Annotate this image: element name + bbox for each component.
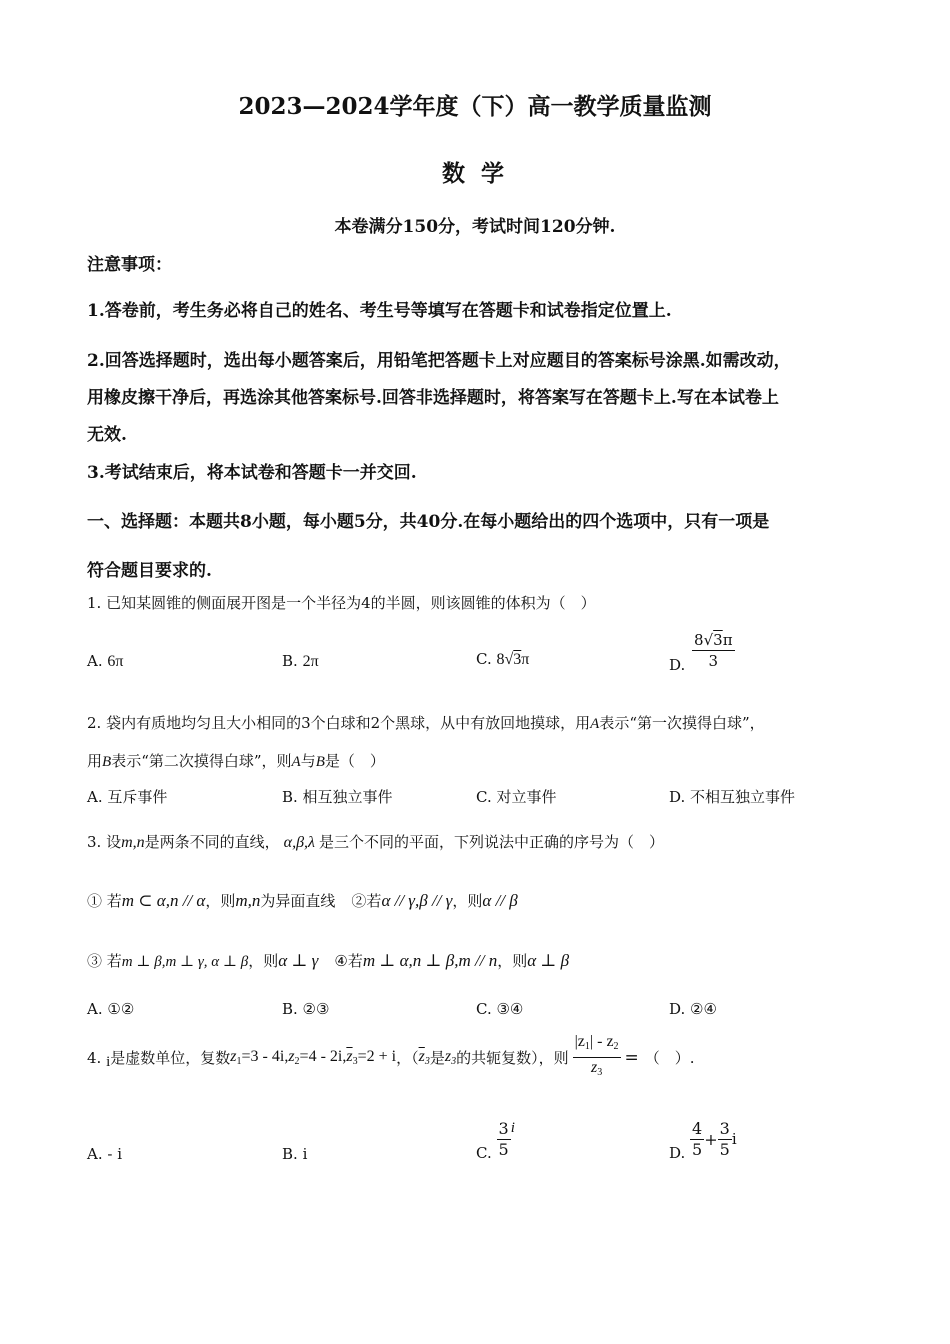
q4-den-z: z — [590, 1059, 598, 1076]
q2-var-b-2: B — [315, 754, 325, 770]
q4-paren-open: ，（ — [396, 1049, 419, 1067]
notice-item-2-line-2: 用橡皮擦干净后，再选涂其他答案标号.回答非选择题时，将答案写在答题卡上.写在本试卷上 — [87, 388, 779, 408]
q1-option-d-numerator: 8√3π — [694, 630, 733, 649]
q4-num-b: | - z — [589, 1033, 614, 1050]
q4-conj-sub: 3 — [424, 1056, 430, 1067]
q1-option-d-denominator: 3 — [708, 651, 719, 670]
q4-option-c-label: C. — [476, 1144, 492, 1162]
q4-expression-numerator — [573, 1032, 621, 1058]
q1-option-c-value: 8√3π — [496, 651, 530, 668]
q4-option-d-denominator-2: 5 — [719, 1139, 730, 1159]
q3-statements-1-2 — [87, 890, 518, 911]
q1-option-b-value: 2π — [302, 653, 319, 670]
q3-stem-planes: α,β,λ — [283, 834, 315, 851]
q2-line-2-c: 与 — [300, 752, 316, 770]
notice-item-2-line-1: 2.回答选择题时，选出每小题答案后，用铅笔把答题卡上对应题目的答案标号涂黑.如需改动， — [87, 351, 791, 371]
q1-stem: 1. 已知某圆锥的侧面展开图是一个半径为4的半圆，则该圆锥的体积为（ ） — [87, 594, 596, 612]
q4-complex-defs — [230, 1048, 396, 1067]
q4-number: 4. — [87, 1048, 102, 1067]
section-1-heading-line-2: 符合题目要求的. — [87, 561, 212, 581]
q4-option-a-label: A. — [87, 1145, 103, 1163]
q4-option-d-numerator-2: 3 — [719, 1118, 730, 1138]
q1-option-b-label: B. — [282, 652, 298, 670]
q2-option-b: B. 相互独立事件 — [282, 788, 393, 806]
q1-option-a — [87, 652, 123, 671]
q2-option-d: D. 不相互独立事件 — [669, 788, 796, 806]
q3-s1-vars: m,n — [235, 891, 261, 910]
q1-option-c-pi: π — [521, 651, 530, 668]
q2-stem-line-1-text: 2. 袋内有质地均匀且大小相同的3个白球和2个黑球，从中有放回地摸球，用 — [87, 714, 591, 732]
q4-stem-a: 是虚数单位，复数 — [110, 1049, 231, 1067]
q4-equals: = — [624, 1047, 639, 1068]
notice-item-2-line-3: 无效. — [87, 425, 127, 445]
exam-info: 本卷满分150分，考试时间120分钟. — [334, 217, 616, 237]
q4-option-c-numerator: 3 — [498, 1118, 509, 1138]
q1-option-c-radicand: 3 — [513, 651, 522, 668]
q3-statements-3-4 — [87, 950, 569, 971]
q4-z2-value: =4 - 2i, — [299, 1048, 347, 1065]
q4-z3-ref — [445, 1048, 456, 1067]
notice-item-3: 3.考试结束后，将本试卷和答题卡一并交回. — [87, 463, 417, 483]
q3-s1-mid: ，则 — [205, 892, 236, 910]
q4-option-d-fraction-1 — [690, 1119, 704, 1160]
q3-s4-condition: m ⊥ α,n ⊥ β,m // n — [362, 951, 498, 970]
q2-line-2-a: 用 — [87, 752, 103, 770]
q2-option-c: C. 对立事件 — [476, 788, 557, 806]
q4-i-var: i — [106, 1054, 111, 1070]
q4-expression-fraction — [573, 1032, 621, 1083]
q1-option-c-coef: 8 — [496, 651, 505, 668]
q4-option-a — [87, 1145, 122, 1163]
q1-option-c-label: C. — [476, 650, 492, 668]
q3-s2-conclusion: α // β — [482, 891, 518, 910]
q3-s2-prefix: ②若 — [351, 892, 382, 910]
q3-stem-b: 是两条不同的直线， — [144, 833, 280, 851]
q4-z3-value: =2 + i — [357, 1048, 397, 1065]
q1-option-c — [476, 650, 529, 669]
q3-option-b: B. ②③ — [282, 1000, 330, 1018]
q4-z3b: z — [444, 1048, 452, 1065]
q4-z1-value: =3 - 4i, — [241, 1048, 289, 1065]
q1-option-d — [669, 626, 735, 674]
q3-s4-conclusion: α ⊥ β — [527, 951, 570, 970]
q3-s1-condition: m ⊂ α,n // α — [121, 891, 206, 910]
q4-option-a-value: - i — [107, 1145, 123, 1163]
q4-z1-sub: 1 — [236, 1056, 242, 1067]
q4-conj-z: $\overline{z}$ — [418, 1048, 425, 1065]
q4-z2: z — [288, 1048, 295, 1065]
q4-tail: （ ）. — [644, 1049, 695, 1067]
q2-var-a: A — [590, 716, 600, 732]
q3-s3-conclusion: α ⊥ γ — [278, 951, 319, 970]
q4-z3-sub: 3 — [352, 1056, 358, 1067]
subject-title: 数 学 — [441, 160, 508, 187]
q4-option-b-value: i — [302, 1145, 308, 1163]
q3-option-c: C. ③④ — [476, 1000, 524, 1018]
q1-option-a-label: A. — [87, 652, 103, 670]
q4-num-a: |z — [574, 1033, 585, 1050]
q1-option-d-fraction — [692, 630, 735, 671]
q4-z2-sub: 2 — [294, 1056, 300, 1067]
q3-s1-tail: 为异面直线 — [260, 892, 336, 910]
q1-option-b — [282, 652, 319, 671]
q3-stem-a: 3. 设 — [87, 833, 122, 851]
q3-s1-prefix: ① 若 — [87, 892, 122, 910]
q3-s2-condition: α // γ,β // γ — [381, 891, 453, 910]
q3-option-a: A. ①② — [87, 1000, 135, 1018]
q2-stem-line-1 — [87, 712, 765, 733]
q4-option-c-i: i — [510, 1120, 515, 1136]
notice-item-1: 1.答卷前，考生务必将自己的姓名、考生号等填写在答题卡和试卷指定位置上. — [87, 301, 672, 321]
q4-num-sub1: 1 — [584, 1041, 590, 1052]
q4-option-c-fraction — [497, 1119, 511, 1160]
q3-s4-prefix: ④若 — [334, 952, 363, 970]
q2-stem-line-1-tail: 表示“第一次摸得白球”， — [599, 714, 765, 732]
q2-var-a-2: A — [291, 754, 301, 770]
q4-z3b-sub: 3 — [451, 1056, 457, 1067]
q1-option-d-radicand: 3 — [713, 630, 723, 649]
q1-option-a-value: 6π — [107, 653, 124, 670]
q4-option-b — [282, 1145, 307, 1163]
q3-s4-mid: ，则 — [497, 952, 528, 970]
q1-option-d-coef: 8 — [694, 630, 704, 649]
q3-s3-condition: m ⊥ β,m ⊥ γ, α ⊥ β — [121, 954, 249, 970]
q4-expression-denominator — [573, 1058, 621, 1083]
q1-option-d-pi: π — [722, 630, 733, 649]
q2-var-b: B — [102, 754, 112, 770]
q4-z1: z — [230, 1048, 237, 1065]
q3-s3-mid: ，则 — [248, 952, 279, 970]
notice-heading: 注意事项： — [87, 255, 172, 275]
q2-line-2-d: 是（ ） — [324, 752, 385, 770]
q1-option-d-label: D. — [669, 656, 686, 674]
q3-stem — [87, 831, 664, 852]
q4-option-d-denominator-1: 5 — [692, 1139, 703, 1159]
q4-option-c-denominator: 5 — [498, 1139, 509, 1159]
q3-stem-c: 是三个不同的平面，下列说法中正确的序号为（ ） — [318, 833, 664, 851]
q4-paren-close: 的共轭复数），则 — [456, 1049, 569, 1067]
q3-option-d: D. ②④ — [669, 1000, 717, 1018]
q4-paren-mid: 是 — [429, 1049, 445, 1067]
q2-line-2-b: 表示“第二次摸得白球”，则 — [111, 752, 292, 770]
q4-den-sub: 3 — [597, 1067, 603, 1078]
q2-stem-line-2 — [87, 750, 385, 771]
q4-option-d — [669, 1116, 737, 1162]
q3-s3-prefix: ③ 若 — [87, 952, 122, 970]
q4-option-d-numerator-1: 4 — [692, 1118, 703, 1138]
q3-s2-mid: ，则 — [452, 892, 483, 910]
exam-title: 2023—2024学年度（下）高一教学质量监测 — [238, 93, 712, 120]
q4-stem — [87, 1032, 695, 1083]
q2-option-a: A. 互斥事件 — [87, 788, 168, 806]
q4-option-c — [476, 1116, 515, 1162]
q4-option-d-fraction-2 — [718, 1119, 732, 1160]
q3-stem-lines: m,n — [121, 834, 145, 851]
q4-z3-conj: $\overline{z}$ — [346, 1048, 353, 1065]
q4-option-d-i: i — [731, 1130, 737, 1148]
section-1-heading-line-1: 一、选择题：本题共8小题，每小题5分，共40分.在每小题给出的四个选项中，只有一项是 — [87, 512, 770, 532]
q4-option-b-label: B. — [282, 1145, 298, 1163]
q4-option-d-label: D. — [669, 1144, 686, 1162]
q4-num-sub2: 2 — [613, 1041, 619, 1052]
q4-option-d-plus: + — [704, 1129, 718, 1149]
q4-conj-note — [419, 1048, 430, 1067]
